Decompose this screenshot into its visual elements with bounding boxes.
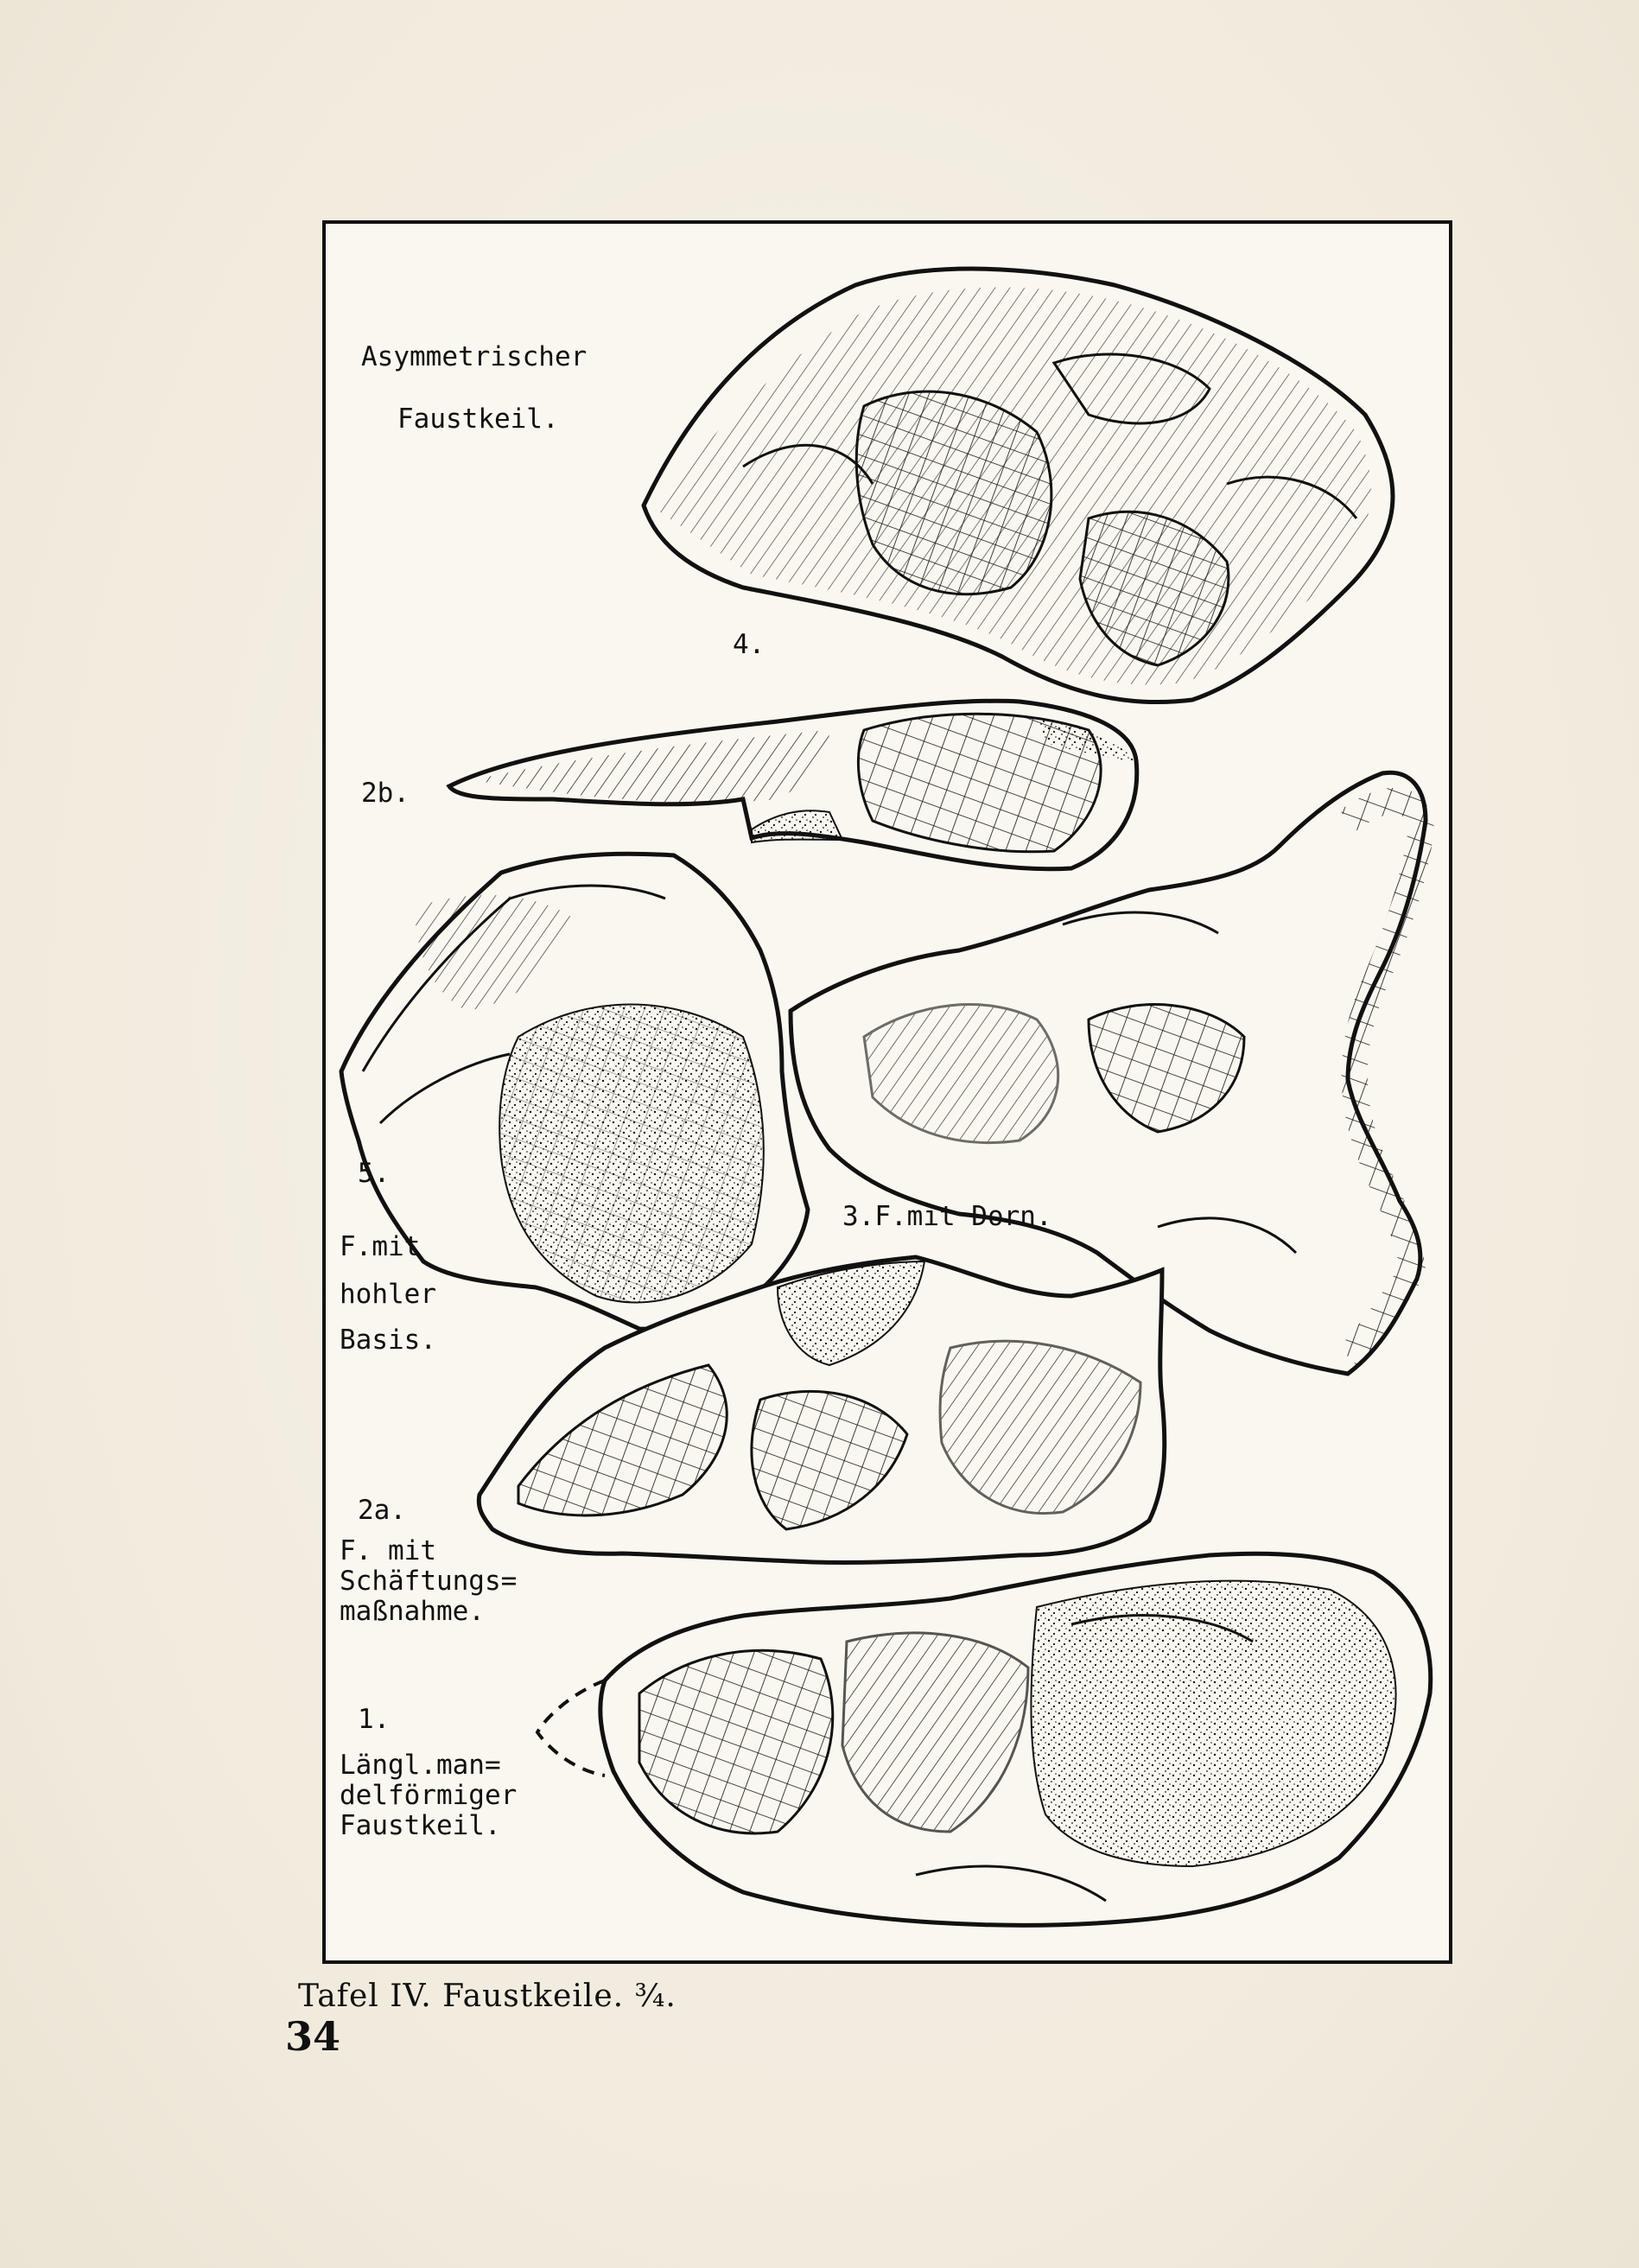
page-number: 34 <box>285 2013 341 2060</box>
figure-4-title: Asymmetrischer <box>361 341 588 372</box>
figure-2b-number: 2b. <box>361 778 410 809</box>
figure-2a-line3: maßnahme. <box>340 1596 485 1627</box>
figure-1-line1: Längl.man= <box>340 1750 501 1781</box>
figure-1-line2: delförmiger <box>340 1780 518 1811</box>
figure-4-title-line2: Faustkeil. <box>397 403 559 435</box>
plate-caption: Tafel IV. Faustkeile. ¾. <box>298 1979 677 2014</box>
figure-3-caption: 3.F.mit Dorn. <box>842 1201 1052 1232</box>
figure-5-line3: Basis. <box>340 1325 436 1356</box>
figure-5-line2: hohler <box>340 1279 436 1310</box>
figure-1-number: 1. <box>358 1704 391 1735</box>
figure-2a-number: 2a. <box>358 1495 406 1526</box>
figure-5-line1: F.mit <box>340 1231 421 1262</box>
figure-2b-drawing <box>449 701 1137 869</box>
figure-5-number: 5. <box>358 1158 391 1189</box>
figure-2a-line2: Schäftungs= <box>340 1566 518 1597</box>
figure-4-number: 4. <box>733 629 766 660</box>
figure-1-drawing <box>537 1553 1431 1925</box>
figure-1-line3: Faustkeil. <box>340 1810 501 1841</box>
figure-2a-line1: F. mit <box>340 1535 436 1566</box>
